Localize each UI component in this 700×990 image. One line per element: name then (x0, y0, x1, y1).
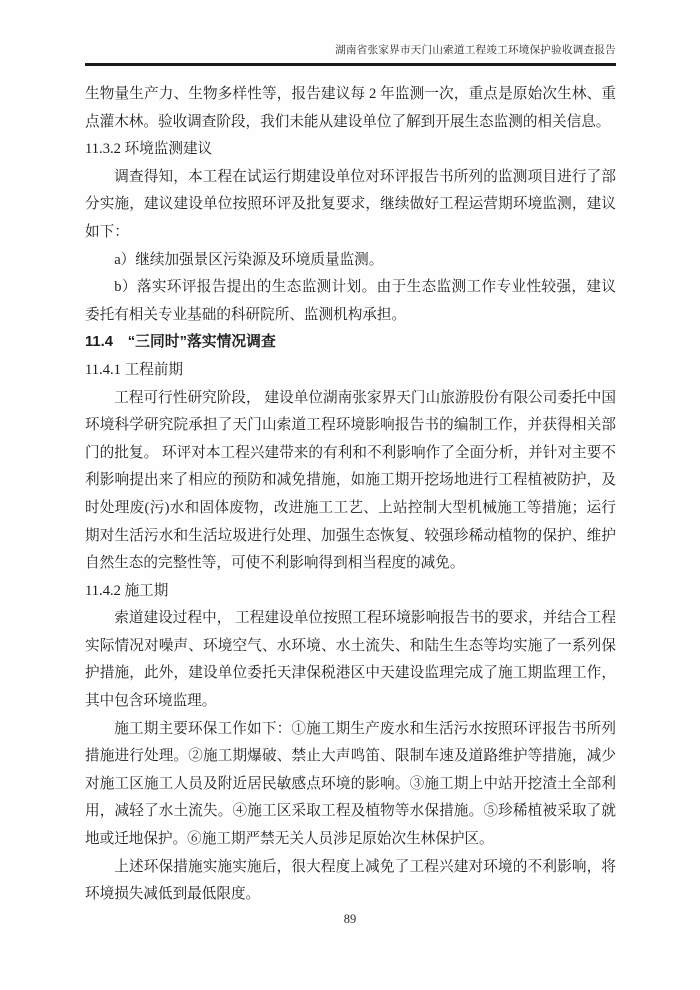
section-heading-11-4-2: 11.4.2 施工期 (85, 582, 169, 599)
section-heading-11-3-2: 11.3.2 环境监测建议 (85, 141, 213, 158)
page-number: 89 (343, 912, 357, 926)
list-item-a: a）继续加强景区污染源及环境质量监测。 (114, 251, 384, 268)
paragraph-survey-findings: 调查得知，本工程在试运行期建设单位对环评报告书所列的监测项目进行了部分实施，建议建设单位按照环评及批复要求，继续做好工程运营期环境监测，建议如下： (85, 168, 616, 240)
running-header-title: 湖南省张家界市天门山索道工程竣工环境保护验收调查报告 (335, 45, 616, 56)
paragraph-construction-period: 索道建设过程中， 工程建设单位按照工程环境影响报告书的要求，并结合工程实际情况对噪声、环境空气、水环境、水土流失、和陆生生态等均实施了一系列保护措施，此外，建设单位委托天津保税港区中天建设监理完成了施工期监理工作，其中包含环境监理。 (85, 610, 616, 710)
header-rule (85, 63, 616, 66)
list-item-b: b）落实环评报告提出的生态监测计划。由于生态监测工作专业性较强，建议委托有相关专业基础的科研院所、监测机构承担。 (85, 279, 616, 323)
paragraph-biomass-monitoring: 生物量生产力、生物多样性等，报告建议每 2 年监测一次，重点是原始次生林、重点灌木林。验收调查阶段，我们未能从建设单位了解到开展生态监测的相关信息。 (85, 86, 616, 130)
section-heading-11-4: 11.4 “三同时”落实情况调查 (85, 334, 276, 351)
paragraph-construction-epa-work: 施工期主要环保工作如下：①施工期生产废水和生活污水按照环评报告书所列措施进行处理。②施工期爆破、禁止大声鸣笛、限制车速及道路维护等措施，减少对施工区施工人员及附近居民敏感点环境的影响。③施工期上中站开挖渣土全部利用，减轻了水土流失。④施工区采取工程及植物等水保措施。⑤珍稀植被采取了就地或迁地保护。⑥施工期严禁无关人员涉足原始次生林保护区。 (85, 720, 616, 848)
section-heading-11-4-1: 11.4.1 工程前期 (85, 361, 183, 378)
paragraph-feasibility-stage: 工程可行性研究阶段， 建设单位湖南张家界天门山旅游股份有限公司委托中国环境科学研究院承担了天门山索道工程环境影响报告书的编制工作，并获得相关部门的批复。 环评对本工程兴建带来的有利和不利影响作了全面分析，并针对主要不利影响提出来了相应的预防和减免措施，如施工期开挖场地进行工程植被防护，及时处理废(污)水和固体废物，改进施工工艺、上站控制大型机械施工等措施；运行期对生活污水和生活垃圾进行处理、加强生态恢复、较强珍稀动植物的保护、维护自然生态的完整性等，可使不利影响得到相当程度的减免。 (85, 389, 616, 572)
document-body (85, 81, 616, 909)
paragraph-conclusion: 上述环保措施实施实施后，很大程度上减免了工程兴建对环境的不利影响，将环境损失减低到最低限度。 (85, 858, 616, 903)
